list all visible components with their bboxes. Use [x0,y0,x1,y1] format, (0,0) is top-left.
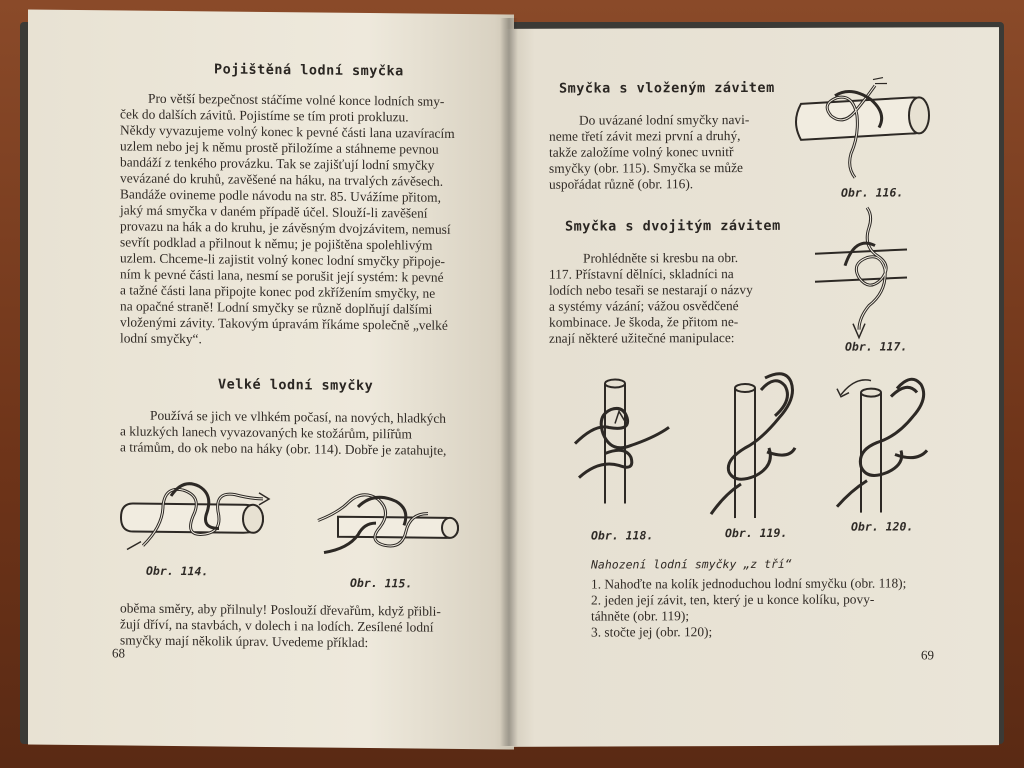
left-para-3-line: smyčky mají několik úprav. Uvedeme příklad: [120,632,369,651]
right-para-2-line: Prohlédněte si kresbu na obr. [583,250,739,266]
right-para-1-line: Do uvázané lodní smyčky navi- [579,112,750,128]
page-number-left: 68 [112,645,125,661]
right-para-1-line: takže založíme volný konec uvnitř [549,144,734,160]
right-heading-2: Smyčka s dvojitým závitem [565,217,781,235]
left-para-1-line: vloženými závity. Takovým úpravám říkáme společně „velké [120,314,448,333]
figure-117-knot [815,205,925,345]
caption-119: Obr. 119. [725,525,788,541]
left-para-1-line: bandáží z tenkého provázku. Tak se zajišťují lodní smyčky [120,154,435,173]
right-para-2-line: a systémy vázání; vážou osvědčené [549,298,739,314]
caption-116: Obr. 116. [841,185,904,200]
book-gutter [500,18,518,746]
caption-117: Obr. 117. [845,339,908,354]
right-subheading: Nahození lodní smyčky „z tří“ [591,556,792,572]
right-para-2-line: lodích nebo tesaři se nestarají o názvy [549,281,753,298]
figure-114-knot [123,465,283,557]
left-para-1-line: a tažné části lana připojte konec pod zkřížením smyčky, ne [120,282,436,301]
step-line: 2. jeden její závit, ten, který je u konce kolíku, povy- [591,591,875,608]
left-para-1-line: Bandáže ovineme podle návodu na str. 85. Uvážíme přitom, [120,186,441,205]
step-line: táhněte (obr. 119); [591,608,690,624]
left-para-1-line: Pro větší bezpečnost stáčíme volné konce lodních smy- [148,90,445,109]
figure-116-knot [795,75,935,185]
right-para-2-line: kombinace. Je škoda, že přitom ne- [549,314,739,330]
caption-115: Obr. 115. [350,575,413,591]
caption-120: Obr. 120. [851,519,914,534]
page-number-right: 69 [921,647,934,663]
figure-115-knot [318,482,468,564]
right-para-2-line: 117. Přístavní dělníci, skladníci na [549,266,734,282]
figure-118-knot [575,373,675,513]
left-para-1-line: Někdy vyvazujeme volný konec k pevné části lana uzavíracím [120,122,455,141]
right-para-1-line: uspořádat různě (obr. 116). [549,176,694,192]
left-para-1-line: uzlem nebo jej k němu prostě přiložíme a stáhneme pevnou [120,138,439,157]
right-para-2-line: znají některé užitečné manipulace: [549,330,735,346]
left-para-1-line: vevázané do kruhů, zavěšené na háku, na trvalých závěsech. [120,170,444,189]
step-line: 1. Nahoďte na kolík jednoduchou lodní smyčku (obr. 118); [591,575,907,592]
left-para-3-line: žují dříví, na stavbách, v dolech i na lodích. Zesílené lodní [120,616,434,635]
left-para-2-line: Používá se jich ve vlhkém počasí, na nových, hladkých [150,407,447,426]
left-para-1-line: ním k pevné části lana, nesmí se porušit její systém: k pevné [120,266,444,285]
left-para-2-line: a kluzkých lanech vyvazovaných ke stožárům, pilířům [120,423,412,442]
left-para-1-line: lodní smyčky“. [120,330,202,347]
right-page [505,27,999,747]
right-para-1-line: smyčky (obr. 115). Smyčka se může [549,160,743,176]
left-para-1-line: provazu na hák a do kruhu, je závěsným dvojzávitem, nemusí [120,218,451,237]
step-line: 3. stočte jej (obr. 120); [591,624,713,640]
right-para-1-line: neme třetí závit mezi první a druhý, [549,128,741,144]
left-para-1-line: uzlem. Chceme-li zajistit volný konec lodní smyčky připoje- [120,250,446,269]
caption-118: Obr. 118. [591,528,654,543]
left-para-1-line: ček do dalších závitů. Pojistíme se tím proti prokluzu. [120,106,409,125]
left-page [28,9,514,749]
left-para-1-line: jaký má smyčka v daném případě účel. Slouží-li zavěšení [120,202,428,221]
figure-120-knot [831,372,941,512]
left-para-3-line: oběma směry, aby přilnuly! Poslouží dřevařům, když přibli- [120,600,441,619]
right-heading-1: Smyčka s vloženým závitem [559,79,775,97]
left-para-2-line: a trámům, do ok nebo na háky (obr. 114). Dobře je zatahujte, [120,439,447,458]
left-heading-2: Velké lodní smyčky [218,376,374,395]
left-para-1-line: sevřít podklad a přilnout k němu; je pojištěna spolehlivým [120,234,433,253]
left-para-1-line: na opačné straně! Lodní smyčky se různě doplňují dalšími [120,298,433,317]
caption-114: Obr. 114. [146,563,209,579]
left-heading-1: Pojištěná lodní smyčka [214,61,404,80]
figure-119-knot [705,368,805,518]
